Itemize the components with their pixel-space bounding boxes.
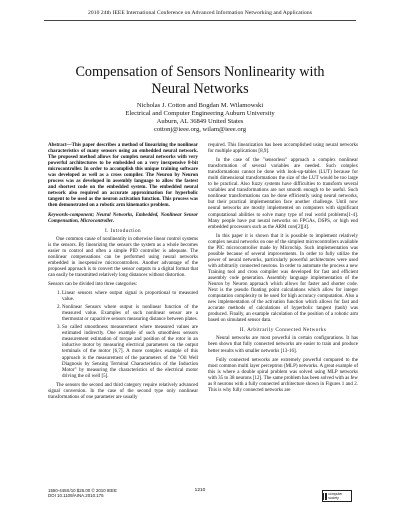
keywords: Keywords-component; Neural Networks, Embedded, Nonlinear Sensor Compensation, Microcontroller. <box>48 212 198 224</box>
computer-society-logo-icon <box>322 490 352 502</box>
author-names: Nicholas J. Cotton and Bogdan M. Wilamowski <box>136 102 264 109</box>
publisher-logo <box>322 490 352 504</box>
logo-text: computer society <box>328 492 343 500</box>
header-rule <box>44 20 356 21</box>
author-block <box>40 102 360 134</box>
list-item: 1. Linear sensors where output signal is proportional to measured value. <box>62 291 198 303</box>
section-heading-arbitrarily-connected: II. Arbitrarily Connected Networks <box>239 327 327 334</box>
left-column <box>48 143 198 404</box>
right-column <box>208 143 358 397</box>
conference-header: 2010 24th IEEE International Conference on Advanced Information Networking and Applications <box>88 10 312 16</box>
abstract: Abstract—This paper describes a method of linearizing the nonlinear characteristics of many sensors using an embedded neural network. The proposed method allows for complex neural networks with very powerful architectures to be embedded on a very inexpensive 8-bit microcontroller. In order to accomplish this unique training software was developed as well as a cross compiler. The Neuron by Neuron process was as developed in assembly language to allow the fastest and shortest code on the embedded system. The embedded neural network also required an accurate approximation for hyperbolic tangent to be used as the neuron activation function. This process was then demonstrated on a robotic arm kinematics problem. <box>48 143 198 209</box>
list-item: 2. Nonlinear Sensors where output is nonlinear function of the measured value. Examples of such nonlinear sensor are a thermostat or capacitive sensors measuring distance between plates. <box>62 305 198 323</box>
author-email: cottonj@ieee.org, wilam@ieee.org <box>153 126 247 134</box>
title-line-2: Neural Networks <box>151 81 249 97</box>
list-item: 3. So called smoothness measurement where measured values are estimated indirectly. One example of such smoothless sensors measurement estimation of torque and position of the rotor in an inductive motor by measuring electrical parameters on the output terminals of the motor [6,7]. A more complex example of this approach is the measurement of the parameters of the "Oil Well Diagnosis by Sensing Terminal Characteristics of the Induction Motor" by measuring the characteristics of the electrical motor driving the oil well [5]. <box>62 325 198 379</box>
right-paragraph-1: required. This linearization has been accomplished using neural networks for multiple applications [8,9]. <box>208 143 358 155</box>
paper-title <box>40 64 360 98</box>
right-paragraph-3: In this paper it is shown that it is possible to implement relatively complex neural networks on one of the simplest microcontrollers available the PIC microcontroller made by Microchip. Such implementation was possible because of several improvements. In order to fully utilize the power of neural networks, particularly powerful architectures were used with arbitrarily connected neurons. In order to automate the process a new Training tool and cross compiler was developed for fast and efficient assembly code generation. Assembly language implementation of the Neuron by Neuron approach which allows for faster and shorter code. Next is the pseudo floating point calculations which allow for integer computation complexity to be used for high accuracy computation. Also a new implementation of the activation function which allows for fast and accurate methods of calculations of hyperbolic tangent (tanh) was produced. Finally, an example calculation of the position of a robotic arm based on simulated sensor data. <box>208 233 358 324</box>
intro-paragraph-1: One common cause of nonlinearity in otherwise linear control systems is the sensors. By linearizing the sensors the system as a whole becomes easier to control and often a simple PID controller is adequate. The nonlinear compensations can be performed using neural networks embedded in inexpensive microcontrollers. Another advantage of the proposed approach is to convert the sensor outputs to a digital format that can easily be transmitted relatively long distances without distortion. <box>48 236 198 278</box>
page-number: 1210 <box>194 488 206 493</box>
title-line-1: Compensation of Sensors Nonlinearity with <box>75 64 325 80</box>
author-department: Electrical and Computer Engineering Auburn University <box>125 110 275 118</box>
footer-doi: DOI 10.1109/AINA.2010.175 <box>48 493 104 499</box>
sensor-category-list <box>48 291 198 380</box>
author-location: Auburn, AL 36849 United States <box>156 118 244 126</box>
right-paragraph-4: Neural networks are most powerful in certain configurations. It has been shown that fully connected networks are easier to train and produce better results with smaller networks [13-16]. <box>208 336 358 354</box>
footer-issn: 1550-445X/10 $26.00 © 2010 IEEE <box>48 488 117 493</box>
intro-paragraph-2: Sensors can be divided into three categories: <box>48 281 138 287</box>
section-heading-introduction: I. Introduction <box>105 227 141 234</box>
right-paragraph-5: Fully connected networks are extremely powerful compared to the most common multi layer perceptron (MLP) networks. A great example of this is where a double spiral problem was solved using MLP networks with 35 to 38 neurons [12]. The same problem has been solved with as few as 8 neurons with a fully connected architecture shown in Figures 1 and 2. This is why fully connected networks are <box>208 357 359 393</box>
right-paragraph-2: In the case of the "sensorless" approach a complex nonlinear transformation of several variables are needed. Such complex transformations cannot be done with look-up-tables (LUT) because for multi dimensional transformations the size of the LUT would be too large to be practical. Also fuzzy systems have difficulties to transform several variables and transformations are not smooth enough to be useful. Such nonlinear transformations can be done efficiently using neural networks, but their practical implementation face another challenge. Until now neural networks are mostly implemented on computers with significant computational abilities to solve many type of real world problems[1-4]. Many people have put neural networks on FPGAs, DSPS, or high end embedded processors such as the ARM core[2][4]. <box>208 158 358 230</box>
intro-paragraph-3: The sensors the second and third category require relatively advanced signal conversion. In the case of the second type only nonlinear transformations of one parameter are usually <box>48 382 198 400</box>
